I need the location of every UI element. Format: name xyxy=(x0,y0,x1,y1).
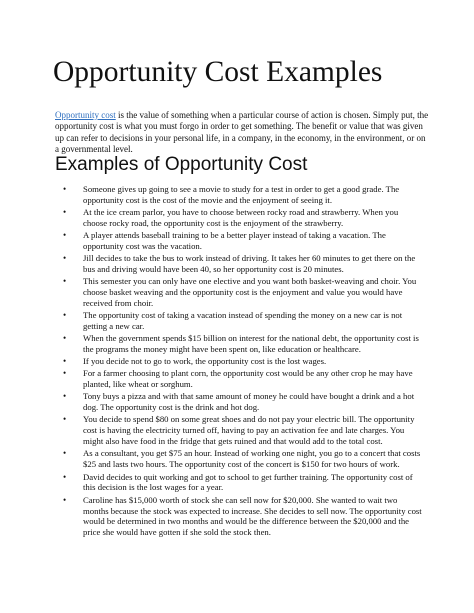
page-title: Opportunity Cost Examples xyxy=(53,56,383,88)
list-item: • For a farmer choosing to plant corn, the opportunity cost would be any other crop he may have planted, like wheat or sorghum. xyxy=(83,368,424,390)
list-item: • Caroline has $15,000 worth of stock she can sell now for $20,000. She wanted to wait two months because the stock was expected to increase. She decides to sell now. The opportunity cost would be determined in two months and would be the difference between the $20,000 and the price she would have gotten if she sold the stock then. xyxy=(83,495,424,539)
list-item: • Tony buys a pizza and with that same amount of money he could have bought a drink and a hot dog. The opportunity cost is the drink and hot dog. xyxy=(83,391,424,413)
list-item: • The opportunity cost of taking a vacation instead of spending the money on a new car is not getting a new car. xyxy=(83,310,424,332)
section-heading: Examples of Opportunity Cost xyxy=(55,154,308,175)
list-item: • At the ice cream parlor, you have to choose between rocky road and strawberry. When you choose rocky road, the opportunity cost is the enjoyment of the strawberry. xyxy=(83,207,424,229)
examples-list xyxy=(83,184,424,540)
list-item: • When the government spends $15 billion on interest for the national debt, the opportunity cost is the programs the money might have been spent on, like education or healthcare. xyxy=(83,333,424,355)
intro-text: is the value of something when a particular course of action is chosen. Simply put, the opportunity cost is what you must forgo in order to get something. The benefit or value that was given up can refer to decisions in your personal life, in a company, in the economy, in the environment, or on a governmental level. xyxy=(55,110,429,154)
list-item: • If you decide not to go to work, the opportunity cost is the lost wages. xyxy=(83,356,424,367)
intro-paragraph xyxy=(55,110,429,155)
list-item: • This semester you can only have one elective and you want both basket-weaving and choir. You choose basket weaving and the opportunity cost is the enjoyment and value you would have received from choir. xyxy=(83,276,424,309)
list-item: • Someone gives up going to see a movie to study for a test in order to get a good grade. The opportunity cost is the cost of the movie and the enjoyment of seeing it. xyxy=(83,184,424,206)
list-item: • As a consultant, you get $75 an hour. Instead of working one night, you go to a concert that costs $25 and lasts two hours. The opportunity cost of the concert is $150 for two hours of work. xyxy=(83,448,424,470)
list-item: • Jill decides to take the bus to work instead of driving. It takes her 60 minutes to get there on the bus and driving would have been 40, so her opportunity cost is 20 minutes. xyxy=(83,253,424,275)
list-item: • A player attends baseball training to be a better player instead of taking a vacation. The opportunity cost was the vacation. xyxy=(83,230,424,252)
list-item: • David decides to quit working and got to school to get further training. The opportunity cost of this decision is the lost wages for a year. xyxy=(83,472,424,494)
opportunity-cost-link[interactable]: Opportunity cost xyxy=(55,110,116,120)
list-item: • You decide to spend $80 on some great shoes and do not pay your electric bill. The opportunity cost is having the electricity turned off, having to pay an activation fee and late charges. You might also have food in the fridge that gets ruined and that would add to the total cost. xyxy=(83,414,424,447)
